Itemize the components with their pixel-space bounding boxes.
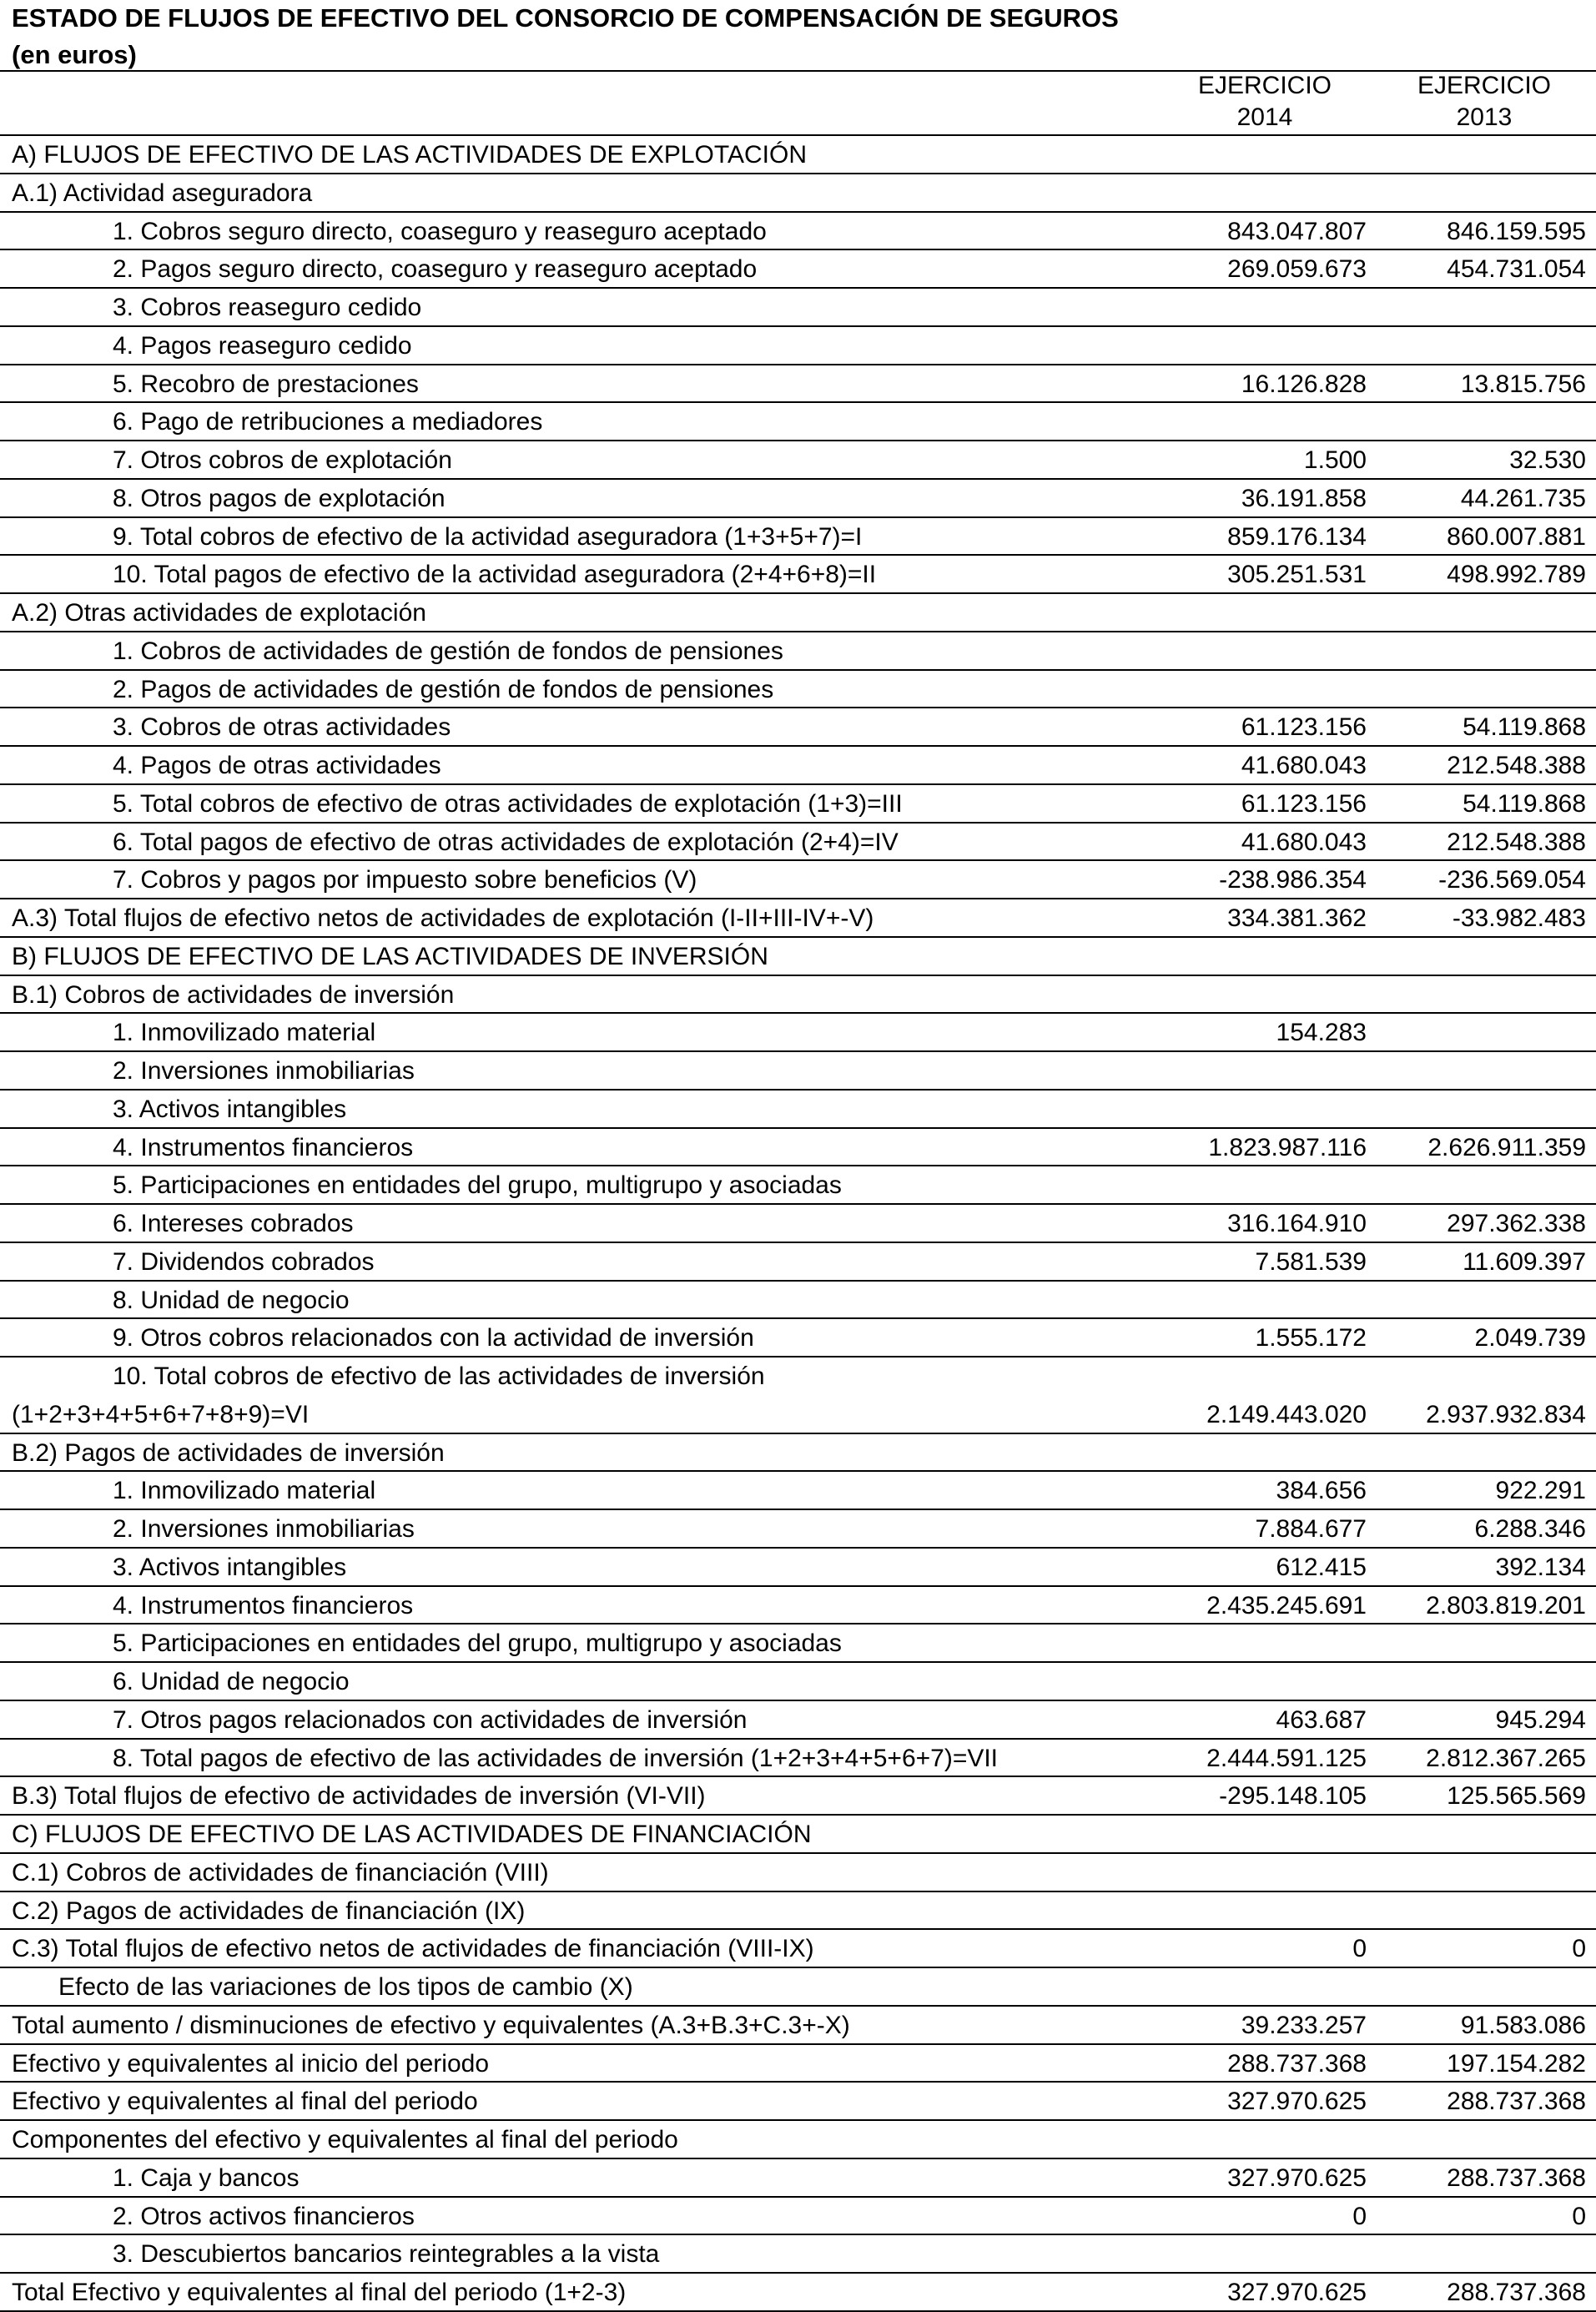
row-label — [113, 1243, 375, 1282]
row-label — [113, 861, 697, 899]
table-row — [0, 1854, 1596, 1892]
value-2013: 288.737.368 — [1447, 2279, 1586, 2306]
table-row — [0, 824, 1596, 862]
row-label — [12, 136, 807, 174]
row-label — [12, 2121, 678, 2159]
table-row — [0, 441, 1596, 480]
value-2014: 859.176.134 — [1227, 522, 1367, 551]
value-2014: 1.555.172 — [1255, 1324, 1367, 1352]
value-2013: 0 — [1572, 1935, 1586, 1963]
table-row — [0, 1282, 1596, 1320]
row-label-line1: C.1) Cobros de actividades de financiación (VIII) — [12, 1858, 549, 1886]
row-label — [12, 1434, 445, 1473]
table-row — [0, 1472, 1596, 1510]
row-label — [12, 1892, 525, 1931]
row-label — [113, 1587, 413, 1625]
row-label — [12, 2007, 850, 2045]
table-row — [0, 2198, 1596, 2236]
row-label — [113, 1663, 350, 1701]
row-label-line1: B) FLUJOS DE EFECTIVO DE LAS ACTIVIDADES DE INVERSIÓN — [12, 942, 768, 970]
row-label-line1: 6. Unidad de negocio — [113, 1668, 350, 1695]
row-label-line1: 1. Inmovilizado material — [113, 1477, 376, 1505]
value-2014: 7.884.677 — [1255, 1515, 1367, 1543]
row-label-line1: A.1) Actividad aseguradora — [12, 179, 313, 207]
value-2013: 2.812.367.265 — [1426, 1744, 1586, 1772]
row-label-line1: 7. Otros cobros de explotación — [113, 446, 452, 474]
row-label-line1: 8. Unidad de negocio — [113, 1286, 350, 1314]
row-label-line1: 7. Dividendos cobrados — [113, 1247, 375, 1276]
value-2013: 860.007.881 — [1447, 522, 1586, 551]
value-2013: 11.609.397 — [1463, 1247, 1586, 1276]
row-label-line1: Efectivo y equivalentes al final del periodo — [12, 2088, 478, 2116]
value-2013: 32.530 — [1509, 446, 1586, 474]
document-subtitle: (en euros) — [12, 40, 137, 69]
table-row — [0, 785, 1596, 824]
row-label — [113, 213, 767, 251]
table-row — [0, 1434, 1596, 1473]
row-label-line1: B.3) Total flujos de efectivo de actividades de inversión (VI-VII) — [12, 1782, 706, 1811]
value-2014: 316.164.910 — [1227, 1210, 1367, 1237]
value-2014: 327.970.625 — [1227, 2088, 1367, 2116]
value-2013: 2.803.819.201 — [1426, 1591, 1586, 1619]
table-row — [0, 136, 1596, 174]
value-2013: 54.119.868 — [1463, 789, 1586, 818]
table-row — [0, 2235, 1596, 2274]
value-2014: 843.047.807 — [1227, 217, 1367, 245]
table-row — [0, 1777, 1596, 1816]
table-row — [0, 327, 1596, 365]
row-label — [12, 1357, 765, 1434]
row-label — [12, 1777, 706, 1816]
row-label — [12, 899, 874, 938]
row-label-line1: 5. Total cobros de efectivo de otras actividades de explotación (1+3)=III — [113, 789, 903, 818]
value-2013: 454.731.054 — [1447, 255, 1586, 284]
row-label-line1: 2. Inversiones inmobiliarias — [113, 1515, 415, 1543]
value-2013: 0 — [1572, 2202, 1586, 2230]
row-label-line1: 3. Activos intangibles — [113, 1553, 347, 1581]
table-row — [0, 1587, 1596, 1625]
row-label-line1: 10. Total pagos de efectivo de la actividad aseguradora (2+4+6+8)=II — [113, 561, 877, 589]
row-label-line1: B.2) Pagos de actividades de inversión — [12, 1438, 445, 1467]
table-row — [0, 1549, 1596, 1587]
row-label — [12, 1854, 549, 1892]
table-row — [0, 671, 1596, 709]
value-2013: -33.982.483 — [1452, 904, 1586, 932]
table-row — [0, 480, 1596, 518]
row-label — [12, 594, 426, 632]
value-2014: -295.148.105 — [1219, 1782, 1367, 1811]
row-label-line1: 6. Total pagos de efectivo de otras actividades de explotación (2+4)=IV — [113, 828, 899, 856]
row-label-line1: 5. Participaciones en entidades del grupo, multigrupo y asociadas — [113, 1629, 842, 1658]
row-label-line1: 7. Cobros y pagos por impuesto sobre beneficios (V) — [113, 866, 697, 894]
row-label-line1: 2. Inversiones inmobiliarias — [113, 1057, 415, 1085]
table-row — [0, 594, 1596, 632]
row-label-line1: 3. Cobros de otras actividades — [113, 713, 451, 742]
document-title: ESTADO DE FLUJOS DE EFECTIVO DEL CONSORCIO DE COMPENSACIÓN DE SEGUROS — [12, 3, 1119, 33]
row-label — [113, 1472, 375, 1510]
column-header-2013-line2: 2013 — [1456, 103, 1513, 131]
row-label — [113, 632, 783, 671]
table-row — [0, 1052, 1596, 1091]
table-row — [0, 1663, 1596, 1701]
row-label — [113, 1740, 998, 1778]
row-label — [12, 2083, 478, 2121]
value-2014: 288.737.368 — [1227, 2049, 1367, 2078]
value-2013: 44.261.735 — [1460, 484, 1586, 512]
row-label-line1: Efectivo y equivalentes al inicio del periodo — [12, 2049, 490, 2078]
value-2014: 7.581.539 — [1255, 1247, 1367, 1276]
row-label-line1: 8. Total pagos de efectivo de las actividades de inversión (1+2+3+4+5+6+7)=VII — [113, 1744, 999, 1772]
column-header-2013-line1: EJERCICIO — [1417, 72, 1552, 99]
row-label-line1: Total aumento / disminuciones de efectivo y equivalentes (A.3+B.3+C.3+-X) — [12, 2011, 850, 2039]
row-label — [12, 938, 768, 976]
value-2013: 54.119.868 — [1463, 713, 1586, 742]
value-2014: 39.233.257 — [1241, 2011, 1367, 2039]
value-2014: 269.059.673 — [1227, 255, 1367, 284]
row-label — [12, 2274, 626, 2312]
row-label — [113, 671, 773, 709]
row-label-line1: B.1) Cobros de actividades de inversión — [12, 980, 455, 1009]
column-header-2014-line1: EJERCICIO — [1197, 72, 1332, 99]
row-label-line1: 7. Otros pagos relacionados con actividades de inversión — [113, 1705, 748, 1734]
value-2014: 1.823.987.116 — [1208, 1133, 1367, 1161]
row-label — [113, 747, 441, 785]
row-label — [113, 250, 757, 289]
row-label — [113, 1205, 354, 1243]
value-2013: 297.362.338 — [1447, 1210, 1586, 1237]
table-row — [0, 518, 1596, 557]
table-row — [0, 1968, 1596, 2007]
table-row — [0, 861, 1596, 899]
row-label — [113, 327, 412, 365]
column-header-2014-line2: 2014 — [1236, 103, 1293, 131]
value-2013: 2.626.911.359 — [1427, 1133, 1586, 1161]
table-row — [0, 403, 1596, 441]
table-row — [0, 1357, 1596, 1434]
value-2014: 36.191.858 — [1241, 484, 1367, 512]
value-2014: 384.656 — [1276, 1477, 1367, 1505]
row-label-line1: 1. Caja y bancos — [113, 2163, 300, 2192]
value-2013: 91.583.086 — [1460, 2011, 1586, 2039]
row-label-line1: 8. Otros pagos de explotación — [113, 484, 446, 512]
value-2014: 2.435.245.691 — [1206, 1591, 1367, 1619]
value-2013: 2.937.932.834 — [1426, 1400, 1586, 1428]
row-label — [113, 1052, 415, 1091]
row-label-line1: A.2) Otras actividades de explotación — [12, 599, 426, 627]
value-2013: 945.294 — [1495, 1705, 1586, 1734]
value-2014: 41.680.043 — [1241, 752, 1367, 779]
row-label-line1: 5. Recobro de prestaciones — [113, 370, 419, 398]
table-row — [0, 1624, 1596, 1663]
value-2014: 0 — [1352, 2202, 1367, 2230]
row-label-line1: 2. Pagos seguro directo, coaseguro y reaseguro aceptado — [113, 255, 758, 284]
row-label — [12, 1930, 814, 1968]
row-label-line1: C) FLUJOS DE EFECTIVO DE LAS ACTIVIDADES DE FINANCIACIÓN — [12, 1821, 812, 1848]
row-label — [113, 2235, 659, 2274]
row-label-line1: 5. Participaciones en entidades del grupo, multigrupo y asociadas — [113, 1171, 842, 1200]
table-row — [0, 1166, 1596, 1205]
value-2014: 327.970.625 — [1227, 2163, 1367, 2192]
table-row — [0, 2159, 1596, 2198]
value-2013: 6.288.346 — [1474, 1515, 1586, 1543]
row-label — [113, 785, 903, 824]
row-label-line1: 6. Intereses cobrados — [113, 1210, 354, 1237]
value-2014: 16.126.828 — [1241, 370, 1367, 398]
row-label — [113, 1510, 415, 1549]
table-row — [0, 747, 1596, 785]
value-2014: 2.149.443.020 — [1206, 1400, 1367, 1428]
table-row — [0, 2083, 1596, 2121]
value-2014: 305.251.531 — [1227, 561, 1367, 589]
row-label-line1: 1. Cobros seguro directo, coaseguro y reaseguro aceptado — [113, 217, 767, 245]
value-2014: 0 — [1352, 1935, 1367, 1963]
table-row — [0, 365, 1596, 404]
value-2013: 13.815.756 — [1460, 370, 1586, 398]
row-label-line1: 4. Pagos reaseguro cedido — [113, 331, 412, 360]
table-row — [0, 899, 1596, 938]
value-2014: 61.123.156 — [1241, 789, 1367, 818]
value-2014: 61.123.156 — [1241, 713, 1367, 742]
row-label-line1: Componentes del efectivo y equivalentes al final del periodo — [12, 2126, 678, 2153]
row-label-line1: A) FLUJOS DE EFECTIVO DE LAS ACTIVIDADES DE EXPLOTACIÓN — [12, 141, 807, 169]
row-label — [113, 1014, 375, 1052]
value-2014: 2.444.591.125 — [1206, 1744, 1367, 1772]
table-row — [0, 289, 1596, 327]
value-2014: 41.680.043 — [1241, 828, 1367, 856]
table-row — [0, 1129, 1596, 1167]
row-label-line1: 1. Inmovilizado material — [113, 1019, 376, 1047]
table-row — [0, 632, 1596, 671]
row-label — [113, 1129, 413, 1167]
row-label — [12, 976, 454, 1015]
row-label-line1: 9. Total cobros de efectivo de la actividad aseguradora (1+3+5+7)=I — [113, 522, 863, 551]
row-label — [113, 2198, 415, 2236]
row-label-line1: 3. Cobros reaseguro cedido — [113, 294, 422, 321]
table-row — [0, 1205, 1596, 1243]
table-row — [0, 1930, 1596, 1968]
value-2014: 154.283 — [1276, 1019, 1367, 1047]
value-2013: 212.548.388 — [1447, 828, 1586, 856]
row-label — [113, 1166, 842, 1205]
row-label — [12, 2045, 489, 2083]
table-row — [0, 1091, 1596, 1129]
value-2013: 288.737.368 — [1447, 2088, 1586, 2116]
value-2014: 463.687 — [1276, 1705, 1367, 1734]
table-row — [0, 1892, 1596, 1931]
table-row — [0, 1701, 1596, 1740]
value-2013: 392.134 — [1495, 1553, 1586, 1581]
row-label-line1: 2. Otros activos financieros — [113, 2202, 415, 2230]
row-label — [113, 289, 421, 327]
row-label — [113, 2159, 299, 2198]
value-2014: 612.415 — [1276, 1553, 1367, 1581]
table-row — [0, 2274, 1596, 2312]
row-label-line1: Efecto de las variaciones de los tipos de cambio (X) — [58, 1973, 633, 2001]
row-label-line1: 9. Otros cobros relacionados con la actividad de inversión — [113, 1324, 754, 1352]
row-label — [113, 365, 419, 404]
row-label-line1: A.3) Total flujos de efectivo netos de actividades de explotación (I-II+III-IV+-V) — [12, 904, 874, 932]
value-2013: 125.565.569 — [1447, 1782, 1586, 1811]
table-row — [0, 250, 1596, 289]
value-2014: 334.381.362 — [1227, 904, 1367, 932]
row-label — [113, 1091, 346, 1129]
row-label-line1: 3. Descubiertos bancarios reintegrables a la vista — [113, 2240, 660, 2269]
table-row — [0, 556, 1596, 594]
value-2014: 1.500 — [1303, 446, 1367, 474]
row-label — [113, 708, 451, 747]
table-row — [0, 938, 1596, 976]
row-label — [113, 1319, 754, 1357]
row-label-line1: 6. Pago de retribuciones a mediadores — [113, 408, 543, 436]
table-row — [0, 1243, 1596, 1282]
row-label-line1: 4. Pagos de otras actividades — [113, 752, 441, 779]
row-label-line1: C.3) Total flujos de efectivo netos de actividades de financiación (VIII-IX) — [12, 1935, 814, 1963]
table-row — [0, 1319, 1596, 1357]
row-label-line1: 1. Cobros de actividades de gestión de fondos de pensiones — [113, 637, 783, 665]
table-row — [0, 2007, 1596, 2045]
value-2013: 2.049.739 — [1474, 1324, 1586, 1352]
value-2013: 197.154.282 — [1447, 2049, 1586, 2078]
row-label — [113, 441, 452, 480]
row-label — [12, 174, 312, 213]
row-label — [113, 480, 446, 518]
row-label-line2: (1+2+3+4+5+6+7+8+9)=VI — [12, 1400, 310, 1428]
table-row — [0, 213, 1596, 251]
row-label — [113, 1701, 747, 1740]
row-label — [113, 1282, 350, 1320]
table-row — [0, 2045, 1596, 2083]
row-label — [113, 403, 542, 441]
value-2014: 327.970.625 — [1227, 2279, 1367, 2306]
value-2013: -236.569.054 — [1438, 866, 1586, 894]
table-row — [0, 708, 1596, 747]
table-row — [0, 1510, 1596, 1549]
table-row — [0, 2121, 1596, 2159]
row-label-line1: C.2) Pagos de actividades de financiación (IX) — [12, 1896, 526, 1925]
value-2013: 288.737.368 — [1447, 2163, 1586, 2192]
row-label — [113, 824, 899, 862]
row-label — [58, 1968, 633, 2007]
row-label — [113, 556, 876, 594]
table-row — [0, 976, 1596, 1015]
row-label-line1: Total Efectivo y equivalentes al final del periodo (1+2-3) — [12, 2279, 627, 2306]
table-row — [0, 174, 1596, 213]
table-row — [0, 1740, 1596, 1778]
row-label-line1: 2. Pagos de actividades de gestión de fondos de pensiones — [113, 675, 774, 703]
value-2013: 846.159.595 — [1447, 217, 1586, 245]
column-header-2013 — [1384, 70, 1584, 133]
column-header-2014 — [1165, 70, 1365, 133]
header-bottom-rule — [0, 134, 1596, 136]
value-2013: 212.548.388 — [1447, 752, 1586, 779]
row-label — [113, 1624, 842, 1663]
value-2014: -238.986.354 — [1219, 866, 1367, 894]
row-label — [12, 1816, 812, 1854]
row-label-line1: 10. Total cobros de efectivo de las actividades de inversión — [113, 1363, 765, 1390]
row-label — [113, 518, 862, 557]
value-2013: 498.992.789 — [1447, 561, 1586, 589]
value-2013: 922.291 — [1495, 1477, 1586, 1505]
row-label-line1: 4. Instrumentos financieros — [113, 1133, 414, 1161]
row-label-line1: 3. Activos intangibles — [113, 1095, 347, 1123]
table-row — [0, 1816, 1596, 1854]
table-row — [0, 1014, 1596, 1052]
row-label-line1: 4. Instrumentos financieros — [113, 1591, 414, 1619]
row-label — [113, 1549, 346, 1587]
